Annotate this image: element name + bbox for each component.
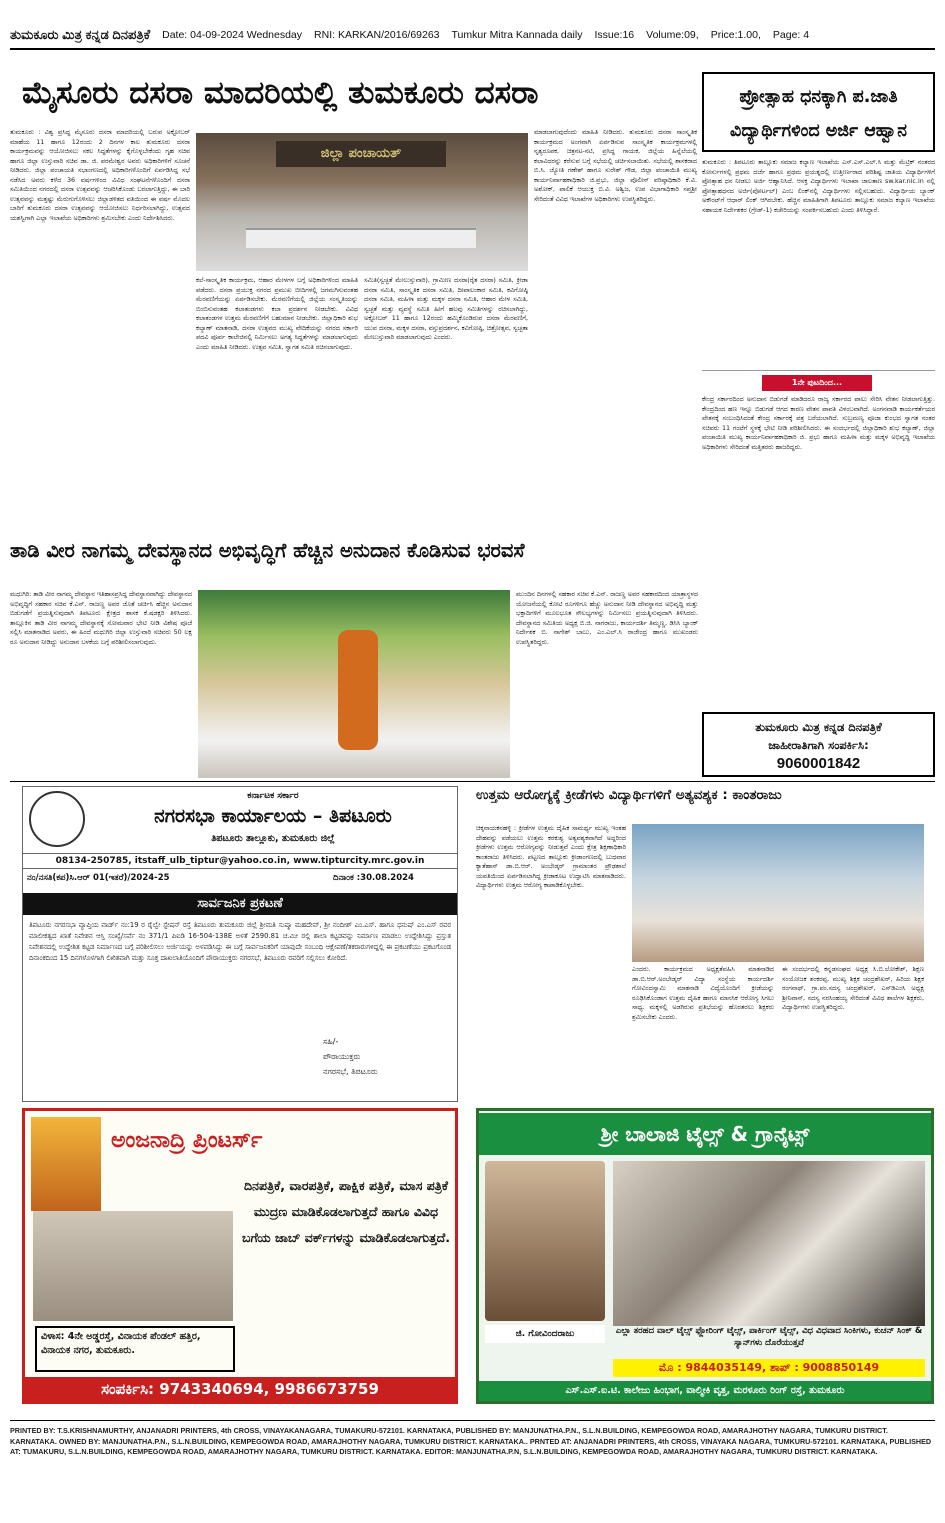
masthead-paper: Tumkur Mitra Kannada daily	[451, 29, 583, 41]
masthead-issue: Issue:16	[594, 29, 635, 41]
story4-headline: ತಾಡಿ ವೀರ ನಾಗಮ್ಮ ದೇವಸ್ಥಾನದ ಅಭಿವೃದ್ಧಿಗೆ ಹೆಚ್ಚಿನ ಅನುದಾನ ಕೊಡಿಸುವ ಭರವಸೆ	[10, 540, 525, 562]
story5-photo	[632, 824, 924, 962]
masthead	[10, 22, 935, 48]
masthead-page: Page: 4	[772, 29, 810, 41]
masthead-price: Price:1.00,	[710, 29, 761, 41]
story3	[702, 370, 935, 710]
ad2-title: ಶ್ರೀ ಬಾಲಾಜಿ ಟೈಲ್ಸ್ & ಗ್ರಾನೈಟ್ಸ್	[479, 1113, 931, 1155]
notice-body: ತಿಪಟೂರು ನಗರಸಭಾ ವ್ಯಾಪ್ತಿಯ ವಾರ್ಡ್ ನಂ:19 ರ ರೈಲ್ವೇ ಸ್ಟೇಷನ್ ರಸ್ತೆ ತಿಪಟೂರು ತುಮಕೂರು ಜಿಲ್ಲೆ ಶ್ರೀಮತಿ ಸುಷ್ಮಾ ಮಹದೇವ್, ಶ್ರೀ ನಂದೀಶ್ ಎಂ.ಎಸ್. ಹಾಗೂ ಧನುಷ್ ಎಂ.ಎಸ್ ರವರ ಮಾಲೀಕತ್ವದ ಖಾತೆ ನಿವೇಶನ ಆಸ್ತಿ ಸಂಖ್ಯೆ/ಸರ್ವೆ ನಂ 371/1 ಪಿಐಡಿ 16-504-138E ಅಳತೆ 2590.81 ಚ.ಮೀ ರಲ್ಲಿ ಶಾಲಾ ಕಟ್ಟಡವನ್ನು ನಿರ್ಮಾಣ ಮಾಡಲು ಉದ್ದೇಶಿಸಿದ್ದು ಪ್ರಸ್ತುತ ನಿವೇಶನದಲ್ಲಿ ಉದ್ದೇಶಿತ ಕಟ್ಟಡ ನಿರ್ಮಾಣದ ಬಗ್ಗೆ ಪರಿಶೀಲಿಸಲು ಅರ್ಜಿಯನ್ನು ಅಳವಡಿಸಿದ್ದು ಈ ಬಗ್ಗೆ ಸಾರ್ವಜನಿಕರಿಗೆ ಯಾವುದೇ ಸಂಬಂಧಿ ಆಕ್ಷೇಪಣೆ/ತಕರಾರುಗಳಿದ್ದಲ್ಲಿ ಈ ಪ್ರಕಟಣೆಯು ಪ್ರಕಟಗೊಂಡ ದಿನಾಂಕದಿಂದ 15 ದಿನಗಳೊಳಗಾಗಿ ಲಿಖಿತವಾಗಿ ಮತ್ತು ಸೂಕ್ತ ದಾಖಲಾತಿಯೊಂದಿಗೆ ಪೌರಾಯುಕ್ತರು ನಗರಸಭೆ, ತಿಪಟೂರು ರವರಿಗೆ ಸಲ್ಲಿಸಲು ಕೋರಿದೆ.	[29, 921, 451, 962]
notice-sign1: ಸಹಿ/-	[323, 1037, 339, 1046]
notice-office: ನಗರಸಭಾ ಕಾರ್ಯಾಲಯ – ತಿಪಟೂರು	[154, 805, 392, 827]
contact-line1: ತುಮಕೂರು ಮಿತ್ರ ಕನ್ನಡ ದಿನಪತ್ರಿಕೆ	[755, 720, 882, 734]
ad2-phone: ಮೊ : 9844035149, ಶಾಪ್ : 9008850149	[613, 1359, 925, 1377]
story1-col1: ತುಮಕೂರು : ವಿಶ್ವ ಪ್ರಸಿದ್ಧ ಮೈಸೂರು ದಸರಾ ಮಾದರಿಯಲ್ಲಿ ಬರುವ ಅಕ್ಟೋಬರ್ ಮಾಹೆಯ 11 ಹಾಗೂ 12ರಂದು 2 ದಿನಗಳ ಕಾಲ ತುಮಕೂರು ದಸರಾ ಕಾರ್ಯಕ್ರಮವನ್ನು ಆಯೋಜಿಸಲು ಸಕಲ ಸಿದ್ಧತೆಗಳನ್ನು ಕೈಗೊಳ್ಳಬೇಕೆಂದು ಗೃಹ ಸಚಿವ ಹಾಗೂ ಜಿಲ್ಲಾ ಉಸ್ತುವಾರಿ ಸಚಿವ ಡಾ. ಜಿ. ಪರಮೇಶ್ವರ ಅವರು ಅಧಿಕಾರಿಗಳಿಗೆ ಸೂಚನೆ ನೀಡಿದರು. ಜಿಲ್ಲಾ ಪಂಚಾಯತಿ ಸಭಾಂಗಣದಲ್ಲಿ ಅಧಿಕಾರಿಗಳೊಂದಿಗೆ ಏರ್ಪಡಿಸಿದ್ದ ಸಭೆ ನಡೆಸಿದ ಅವರು ಕಳೆದ 36 ವರ್ಷಗಳಿಂದ ವಿವಿಧ ಸಂಘಟನೆಗಳೊಂದಿಗೆ ದಸರಾ ಸಮಿತಿಯಿಂದ ನಗರದಲ್ಲಿ ದಸರಾ ಉತ್ಸವವನ್ನು ಆಚರಿಸಿಕೊಂಡು ಬರಲಾಗುತ್ತಿದ್ದು, ಈ ಬಾರಿ ಉತ್ಸವವನ್ನು ಮತ್ತಷ್ಟು ಮೆರುಗುಗೊಳಿಸಲು ಜಿಲ್ಲಾಡಳಿತದ ವತಿಯಿಂದ ಈ ವರ್ಷ ಮೊದಲ ಬಾರಿಗೆ ತುಮಕೂರು ದಸರಾ ಉತ್ಸವವನ್ನು ಆಯೋಜಿಸಲು ನಿರ್ಧರಿಸಲಾಗಿದ್ದು, ಉತ್ಸವದ ಯಶಸ್ವಿಗಾಗಿ ಎಲ್ಲಾ ಇಲಾಖೆಯ ಅಧಿಕಾರಿಗಳು ಶ್ರಮಿಸಬೇಕು ಎಂದು ನಿರ್ದೇಶಿಸಿದರು.	[10, 128, 190, 222]
story1-headline: ಮೈಸೂರು ದಸರಾ ಮಾದರಿಯಲ್ಲಿ ತುಮಕೂರು ದಸರಾ	[22, 76, 539, 111]
ad1-service: ದಿನಪತ್ರಿಕೆ, ವಾರಪತ್ರಿಕೆ, ಪಾಕ್ಷಿಕ ಪತ್ರಿಕೆ, ಮಾಸ ಪತ್ರಿಕೆ ಮುದ್ರಣ ಮಾಡಿಕೊಡಲಾಗುತ್ತದೆ ಹಾಗೂ ವಿವಿಧ ಬಗೆಯ ಜಾಬ್ ವರ್ಕ್‌ಗಳನ್ನು ಮಾಡಿಕೊಡಲಾಗುತ್ತದೆ.	[241, 1178, 450, 1245]
ad1-shop-image	[33, 1211, 233, 1321]
notice-govt: ಕರ್ನಾಟಕ ಸರ್ಕಾರ	[247, 791, 299, 801]
story3-tag: 1ನೇ ಪುಟದಿಂದ...	[762, 375, 872, 391]
paper-logo: ತುಮಕೂರು ಮಿತ್ರ ಕನ್ನಡ ದಿನಪತ್ರಿಕೆ	[10, 27, 151, 42]
story1-col3: ಸಮಿತಿ(ಸ್ವಚ್ಛತೆ ಮೇಲುಸ್ತುವಾರಿ), ಗ್ರಾಮೀಣ ದಸರಾ(ರೈತ ದಸರಾ) ಸಮಿತಿ, ಕ್ರೀಡಾ ದಸರಾ ಸಮಿತಿ, ಸಾಂಸ್ಕೃತಿಕ ದಸರಾ ಸಮಿತಿ, ದೀಪಾಲಂಕಾರ ಸಮಿತಿ, ಕವಿಗೋಷ್ಠಿ ದಸರಾ ಸಮಿತಿ, ಮಹಿಳಾ ಮತ್ತು ಮಕ್ಕಳ ದಸರಾ ಸಮಿತಿ, ಆಹಾರ ಮೇಳ ಸಮಿತಿ, ಸ್ವಚ್ಛತೆ ಮತ್ತು ವ್ಯವಸ್ಥೆ ಸಮಿತಿ ಹೀಗೆ ಹಲವು ಸಮಿತಿಗಳನ್ನು ರಚಿಸಲಾಗಿದ್ದು, ಅಕ್ಟೋಬರ್ 11 ಹಾಗೂ 12ರಂದು ಹಮ್ಮಿಕೊಂಡಿರುವ ದಸರಾ ಮೆರವಣಿಗೆ, ಯುವ ದಸರಾ, ಮಕ್ಕಳ ದಸರಾ, ವಸ್ತುಪ್ರದರ್ಶನ, ಕವಿಗೋಷ್ಠಿ, ಚಿತ್ರೋತ್ಸವ, ಸ್ವಚ್ಛತಾ ಮೇಲುಸ್ತುವಾರಿ ಮಾಡಲಾಗುವುದು ಎಂದರು.	[364, 276, 528, 341]
notice-contact: 08134-250785, itstaff_ulb_tiptur@yahoo.co.in, www.tipturcity.mrc.gov.in	[23, 853, 457, 869]
owner-photo	[485, 1161, 605, 1321]
story5-headline: ಉತ್ತಮ ಆರೋಗ್ಯಕ್ಕೆ ಕ್ರೀಡೆಗಳು ವಿದ್ಯಾರ್ಥಿಗಳಿಗೆ ಅತ್ಯವಶ್ಯಕ : ಕಾಂತರಾಜು	[476, 788, 782, 803]
story4-col2: ಮುಂದಿನ ದಿನಗಳಲ್ಲಿ ಸಹಕಾರ ಸಚಿವ ಕೆ.ಎನ್. ರಾಜಣ್ಣ ಅವರ ಸಹಕಾರದಿಂದ ಯಾತ್ರಾಸ್ಥಳದ ಯೋಜನೆಯಲ್ಲಿ ಕೋಟಿ ರೂಗಳಿಗೂ ಹೆಚ್ಚು ಅನುದಾನ ನೀಡಿ ದೇವಸ್ಥಾನದ ಅಭಿವೃದ್ಧಿ ಮತ್ತು ಭಕ್ತಾದಿಗಳಿಗೆ ಮೂಲಭೂತ ಸೌಲಭ್ಯಗಳನ್ನು ನಿರ್ಮಿಸಲು ಪ್ರಯತ್ನಿಸುವುದಾಗಿ ತಿಳಿಸಿದರು. ದೇವಸ್ಥಾನದ ಸಮಿತಿಯ ಅಧ್ಯಕ್ಷ ಬಿ.ಜಿ. ನಾಗರಾಜು, ಕಾರ್ಯದರ್ಶಿ ತಿಮ್ಮಣ್ಣ, ಡಿಸಿಸಿ ಬ್ಯಾಂಕ್ ನಿರ್ದೇಶಕ ಬಿ. ನಾಗೇಶ್ ಬಾಬು, ಎಂ.ಎಲ್.ಸಿ ರಾಜೇಂದ್ರ ಹಾಗೂ ಮುಖಂಡರು ಉಪಸ್ಥಿತರಿದ್ದರು.	[516, 590, 698, 646]
story1-photo	[196, 133, 528, 271]
masthead-rule	[10, 48, 935, 50]
hanuman-image	[31, 1117, 101, 1211]
notice-sign2: ಪೌರಾಯುಕ್ತರು	[323, 1052, 361, 1061]
ad1-address: ವಿಳಾಸ: 4ನೇ ಅಡ್ಡರಸ್ತೆ, ವಿನಾಯಕ ಪೆಂಡಲ್ ಹತ್ತಿರ, ವಿನಾಯಕ ನಗರ, ತುಮಕೂರು.	[35, 1326, 235, 1372]
photo-banner: ಜಿಲ್ಲಾ ಪಂಚಾಯತ್	[276, 141, 446, 167]
story2-body: ತುಮಕೂರು : ತಿಪಟೂರು ತಾಲ್ಲೂಕು ಸಮಾಜ ಕಲ್ಯಾಣ ಇಲಾಖೆಯ ಎಸ್.ಎಸ್.ಎಲ್.ಸಿ ಮತ್ತು ಮೆಟ್ರಿಕ್ ನಂತರದ ಕೋರ್ಸುಗಳಲ್ಲಿ ಪ್ರಥಮ ದರ್ಜೆ ಹಾಗೂ ಪ್ರಥಮ ಪ್ರಯತ್ನದಲ್ಲಿ ಉತ್ತೀರ್ಣರಾದ ಪರಿಶಿಷ್ಟ ಜಾತಿಯ ವಿದ್ಯಾರ್ಥಿಗಳಿಗೆ ಪ್ರೋತ್ಸಾಹ ಧನ ನೀಡಲು ಅರ್ಜಿ ಆಹ್ವಾನಿಸಿದೆ. ಆಸಕ್ತ ವಿದ್ಯಾರ್ಥಿಗಳು ಇಲಾಖಾ ಜಾಲತಾಣ sw.kar.nic.in ನಲ್ಲಿ ಪ್ರೋತ್ಸಾಹಧನದ ಅರ್ಜಿ(ಪೋರ್ಟಲ್) ಎಂಬ ಲಿಂಕ್‌ನಲ್ಲಿ ವಿದ್ಯಾರ್ಥಿಗಳು ಸಲ್ಲಿಸಬಹುದು. ವಿದ್ಯಾರ್ಥಿಯ ಬ್ಯಾಂಕ್ ಅಕೌಂಟ್‌ಗೆ ಆಧಾರ್ ಲಿಂಕ್ ಆಗಿರಬೇಕು. ಹೆಚ್ಚಿನ ಮಾಹಿತಿಗಾಗಿ ತಿಪಟೂರು ತಾಲ್ಲೂಕು ಸಮಾಜ ಕಲ್ಯಾಣ ಇಲಾಖೆಯ ಸಹಾಯಕ ನಿರ್ದೇಶಕರ (ಗ್ರೇಡ್-1) ಕಚೇರಿಯನ್ನು ಸಂಪರ್ಕಿಸಬಹುದು ಎಂದು ತಿಳಿಸಿದ್ದಾರೆ.	[702, 158, 935, 214]
contact-box	[702, 712, 935, 777]
tiles-image	[613, 1161, 925, 1326]
section-divider	[10, 781, 935, 782]
masthead-date: Date: 04-09-2024 Wednesday	[162, 29, 303, 41]
story5-col1: ಚಿಕ್ಕನಾಯಕನಹಳ್ಳಿ : ಕ್ರೀಡೆಗಳ ಉತ್ತಮ ದೈಹಿಕ ಸಾಮರ್ಥ್ಯ ಮುಖ್ಯ ಇಂತಹ ದೇಹವನ್ನು ಪಡೆಯಲು ಉತ್ತಮ ಕರಕುಶ್ಯ ಅತ್ಯವಶ್ಯಕವಾಗಿದೆ ಅದ್ದರಿಂದ ಕ್ರೀಡೆಗಳು ಉತ್ತಮ ಆರೋಗ್ಯವನ್ನು ನೀಡುತ್ತವೆ ಎಂದು ಕ್ಷೇತ್ರ ಶಿಕ್ಷಣಾಧಿಕಾರಿ ಕಾಂತರಾಜು ತಿಳಿಸಿದರು. ಪಟ್ಟಣದ ತಾಲ್ಲೂಕು ಕ್ರೀಡಾಂಗಣದಲ್ಲಿ ಬುಧವಾರ ಕ್ಯಾತೆಹಾಸ್ ಡಾ.ಬಿ.ಆರ್. ಅಂಬೇಡ್ಕರ್ ಗ್ರಾಮಾಂತರ ಪ್ರೌಢಶಾಲೆ ಯವತಿಯಿಂದ ಏರ್ಪಡಿಸಲಾಗಿದ್ದ ಕ್ರೀಡಾಕೂಟ ಉದ್ಘಾಟಿಸಿ ಮಾತನಾಡಿದರು. ವಿದ್ಯಾರ್ಥಿಗಳು ಉತ್ತಮ ಆರೋಗ್ಯ ಕಾಪಾಡಿಕೊಳ್ಳಬೇಕು.	[476, 824, 626, 889]
ad1-contact: ಸಂಪರ್ಕಿಸಿ: 9743340694, 9986673759	[25, 1377, 455, 1401]
ad2-address: ಎಸ್.ಎಸ್.ಐ.ಟಿ. ಕಾಲೇಜು ಹಿಂಭಾಗ, ವಾಲ್ಮೀಕಿ ವೃತ್ತ, ಮರಳೂರು ರಿಂಗ್ ರಸ್ತೆ, ತುಮಕೂರು	[479, 1381, 931, 1401]
notice-title: ಸಾರ್ವಜನಿಕ ಪ್ರಕಟಣೆ	[23, 893, 457, 915]
notice-date: ದಿನಾಂಕ :30.08.2024	[333, 873, 414, 883]
story4-col1: ಮಧುಗಿರಿ: ತಾಡಿ ವೀರ ನಾಗಮ್ಮ ದೇವಸ್ಥಾನ ಇತಿಹಾಸಪ್ರಸಿದ್ಧ ದೇವಸ್ಥಾನವಾಗಿದ್ದು ದೇವಸ್ಥಾನದ ಅಭಿವೃದ್ಧಿಗೆ ಸಹಕಾರ ಸಚಿವ ಕೆ.ಎನ್. ರಾಜಣ್ಣ ಅವರ ಜೊತೆ ಚರ್ಚಿಸಿ ಹೆಚ್ಚಿನ ಅನುದಾನ ಬಿಡುಗಡೆಗೆ ಪ್ರಯತ್ನಿಸುವುದಾಗಿ ತಿಪಟೂರು ಕ್ಷೇತ್ರದ ಶಾಸಕ ಕೆ.ಷಡಕ್ಷರಿ ತಿಳಿಸಿದರು. ತಾಲ್ಲೂಕಿನ ತಾಡಿ ವೀರ ನಾಗಮ್ಮ ದೇವಸ್ಥಾನಕ್ಕೆ ಸೋಮವಾರ ಭೇಟಿ ನೀಡಿ ವಿಶೇಷ ಪೂಜೆ ಸಲ್ಲಿಸಿ ಮಾತನಾಡಿದ ಅವರು, ಈ ಹಿಂದೆ ಮಧುಗಿರಿ ಜಿಲ್ಲಾ ಉಸ್ತುವಾರಿ ಸಚಿವರು 50 ಲಕ್ಷ ರೂ ಅನುದಾನ ನೀಡಿದ್ದು ಅನುದಾನ ಬಳಕೆಯ ಬಗ್ಗೆ ಪರಿಶೀಲಿಸಲಾಗುವುದು.	[10, 590, 192, 646]
ad-balaji-tiles	[476, 1108, 934, 1404]
contact-line2: ಜಾಹೀರಾತಿಗಾಗಿ ಸಂಪರ್ಕಿಸಿ:	[768, 738, 869, 752]
notice-ref: ನಂ/ನಸತಿ(ಕಪ)ಸಿ.ಆರ್ 01(ಇತರೆ)/2024-25	[27, 873, 170, 883]
story1-col2: ಕಲೆ-ಸಾಂಸ್ಕೃತಿಕ ಕಾರ್ಯಕ್ರಮ, ಆಹಾರ ಮೇಳಗಳ ಬಗ್ಗೆ ಅಧಿಕಾರಿಗಳಿಂದ ಮಾಹಿತಿ ಪಡೆದರು. ದಸರಾ ಪ್ರಯುಕ್ತ ನಗರದ ಪ್ರಮುಖ ಬೀದಿಗಳಲ್ಲಿ ಜಗಮಗಿಸುವಂತಹ ಮೆರವಣಿಗೆಯನ್ನು ಏರ್ಪಡಿಸಬೇಕು. ಮೆರವಣಿಗೆಯಲ್ಲಿ ಜಿಲ್ಲೆಯ ಸಂಸ್ಕೃತಿಯನ್ನು ಬಿಂಬಿಸುವಂತಹ ಕಲಾತಂಡಗಳು ಕಲಾ ಪ್ರದರ್ಶನ ನೀಡಬೇಕು. ವಿವಿಧ ಕಲಾತಂಡಗಳ ಉತ್ತಮ ಮೆರವಣಿಗೆಗೆ ಬಹುಮಾನ ನೀಡಬೇಕು. ಜಿಲ್ಲಾಧಿಕಾರಿ ಶುಭ ಕಲ್ಯಾಣ್ ಮಾತನಾಡಿ, ದಸರಾ ಉತ್ಸವದ ಮುಖ್ಯ ವೇದಿಕೆಯನ್ನು ನಗರದ ಸರ್ಕಾರಿ ಪದವಿ ಪೂರ್ವ ಕಾಲೇಜಿನಲ್ಲಿ ನಿರ್ಮಿಸಲು ಅಗತ್ಯ ಸಿದ್ಧತೆಗಳನ್ನು ಮಾಡಲಾಗುವುದು ಎಂದು ಮಾಹಿತಿ ನೀಡಿದರು. ಉತ್ಸವ ಸಮಿತಿ, ಸ್ವಾಗತ ಸಮಿತಿ ರಚಿಸಲಾಗುವುದು.	[196, 276, 358, 351]
public-notice	[22, 786, 458, 1102]
ad2-owner: ಜಿ. ಗೋವಿಂದರಾಜು	[485, 1325, 605, 1343]
ad2-products: ಎಲ್ಲಾ ತರಹದ ವಾಲ್ ಟೈಲ್ಸ್ ಫ್ಲೋರಿಂಗ್ ಟೈಲ್ಸ್, ಪಾರ್ಕಿಂಗ್ ಟೈಲ್ಸ್, ವಿಧ ವಿಧವಾದ ಸಿಂಕಿಗಳು, ಕುಚನ್ ಸಿಂಕ್ & ಸ್ಯಾನ್‌ಗಳು ದೊರೆಯುತ್ತವೆ	[615, 1326, 923, 1348]
photo-figure	[338, 630, 378, 750]
ad1-title: ಅಂಜನಾದ್ರಿ ಪ್ರಿಂಟರ್ಸ್	[111, 1129, 263, 1153]
story1-col4: ಮಾಡಲಾಗುವುದೆಂದು ಮಾಹಿತಿ ನೀಡಿದರು. ತುಮಕೂರು ದಸರಾ ಸಾಂಸ್ಕೃತಿಕ ಕಾರ್ಯಕ್ರಮದ ಅಂಗವಾಗಿ ಏರ್ಪಡಿಸುವ ಸಾಂಸ್ಕೃತಿಕ ಕಾರ್ಯಕ್ರಮಗಳಲ್ಲಿ ನೃತ್ಯರೂಪಕ, ಚಿತ್ರನಟ-ನಟಿ, ಪ್ರಸಿದ್ಧ ಗಾಯಕ, ಜಿಲ್ಲೆಯ ಹಿನ್ನೆಲೆಯಲ್ಲಿ ಕಲಾವಿದರನ್ನು ಕರೆಸುವ ಬಗ್ಗೆ ಸಭೆಯಲ್ಲಿ ಚರ್ಚಿಸಲಾಯಿತು. ಸಭೆಯಲ್ಲಿ ಶಾಸಕರಾದ ಬಿ.ಸಿ. ಜ್ಯೋತಿ ಗಣೇಶ್ ಹಾಗೂ ಸುರೇಶ್ ಗೌಡ, ಜಿಲ್ಲಾ ಪಂಚಾಯಿತಿ ಮುಖ್ಯ ಕಾರ್ಯನಿರ್ವಾಹಕಾಧಿಕಾರಿ ಜಿ.ಪ್ರಭು, ಜಿಲ್ಲಾ ಪೊಲೀಸ್ ವರಿಷ್ಠಾಧಿಕಾರಿ ಕೆ.ವಿ. ಅಶೋಕ್, ಪಾಲಿಕೆ ಆಯುಕ್ತ ಬಿ.ವಿ. ಅಶ್ವಿಜ, ಉಪ ವಿಭಾಗಾಧಿಕಾರಿ ಸಪ್ತಶ್ರೀ ಸೇರಿದಂತೆ ವಿವಿಧ ಇಲಾಖೆಗಳ ಅಧಿಕಾರಿಗಳು ಉಪಸ್ಥಿತರಿದ್ದರು.	[534, 128, 697, 203]
story5-col3: ಈ ಸಂದರ್ಭದಲ್ಲಿ ಕನ್ನಡಸಂಘದ ಅಧ್ಯಕ್ಷ ಸಿ.ಬಿ.ಲೋಕೇಶ್, ಶಿಕ್ಷಣ ಸಂಯೋಜಕ ಶಂಕರಪ್ಪ, ಮುಖ್ಯ ಶಿಕ್ಷಕ ಚಂದ್ರಶೇಖರ್, ಹಿರಿಯ ಶಿಕ್ಷಕ ರಂಗನಾಥ್, ಗ್ರಾ.ಪಂ.ಸದಸ್ಯ ಚಂದ್ರಶೇಖರ್, ಎಸ್‌ಡಿಎಂಸಿ ಅಧ್ಯಕ್ಷ ಶ್ರೀನಿವಾಸ್, ಸದಸ್ಯ ನರಸಿಂಹಯ್ಯ ಸೇರಿದಂತೆ ವಿವಿಧ ಶಾಲೆಗಳ ಶಿಕ್ಷಕರು, ವಿದ್ಯಾರ್ಥಿಗಳು ಉಪಸ್ಥಿತರಿದ್ದರು.	[782, 965, 924, 1011]
notice-taluk: ತಿಪಟೂರು ತಾಲ್ಲೂಕು, ತುಮಕೂರು ಜಿಲ್ಲೆ	[211, 833, 335, 844]
masthead-volume: Volume:09,	[646, 29, 699, 41]
govt-seal-icon	[29, 791, 85, 847]
masthead-rni: RNI: KARKAN/2016/69263	[314, 29, 440, 41]
footer-rule	[10, 1420, 935, 1421]
story2-headline: ಪ್ರೋತ್ಸಾಹ ಧನಕ್ಕಾಗಿ ಪ.ಜಾತಿ ವಿದ್ಯಾರ್ಥಿಗಳಿಂದ ಅರ್ಜಿ ಆಹ್ವಾನ	[702, 72, 935, 152]
ad-anjanadri	[22, 1108, 458, 1404]
story5-col2: ಎಂದರು. ಕಾರ್ಯಕ್ರಮದ ಅಧ್ಯಕ್ಷತೆವಹಿಸಿ ಮಾತನಾಡಿದ ಡಾ.ಬಿ.ಆರ್.ಅಂಬೇಡ್ಕರ್ ವಿದ್ಯಾ ಸಂಸ್ಥೆಯ ಕಾರ್ಯದರ್ಶಿ ಗೋವಿಂದಸ್ವಾಮಿ ಮಾತನಾಡಿ ವಿದ್ಯೆಯೊಂದಿಗೆ ಕ್ರೀಡೆಯನ್ನು ರೂಢಿಸಿಕೊಂಡಾಗ ಉತ್ತಮ ದೈಹಿಕ ಹಾಗೂ ಮಾನಸಿಕ ಆರೋಗ್ಯ ಸಿಗಲು ಸಾಧ್ಯ. ಮಕ್ಕಳಲ್ಲಿ ಅಡಗಿರುವ ಪ್ರತಿಭೆಯನ್ನು ಹೊರತರಲು ಶಿಕ್ಷಕರು ಶ್ರಮಿಸಬೇಕು ಎಂದರು.	[632, 965, 774, 1021]
contact-phone: 9060001842	[776, 755, 861, 772]
story3-body: ಕೇಂದ್ರ ಸರ್ಕಾರದಿಂದ ಅನುದಾನ ಬಿಡುಗಡೆ ಮಾಡಿದರೂ ರಾಜ್ಯ ಸರ್ಕಾರದ ಪಾಲು ಸೇರಿಸಿ ವೇತನ ನೀಡಲಾಗುತ್ತಿತ್ತು. ಕೇಂದ್ರದಿಂದ ಹಣ ಇನ್ನೂ ಬಿಡುಗಡೆ ಆಗದ ಕಾರಣ ವೇತನ ಪಾವತಿ ವಿಳಂಬವಾಗಿದೆ. ಅಂಗನವಾಡಿ ಕಾರ್ಯಕರ್ತೆಯರ ವೇತನಕ್ಕೆ ಸಂಬಂಧಿಸಿದಂತೆ ಕೇಂದ್ರ ಸರ್ಕಾರಕ್ಕೆ ಪತ್ರ ಬರೆಯಲಾಗಿದೆ. ಸುಬ್ರಮಣ್ಯ ಪೂಜಾ ಕುಂಭದ ಸ್ವಾಗತ ನಂತರ ಸಚಿವರು 11 ಗಂಟೆಗೆ ಸ್ಥಳಕ್ಕೆ ಭೇಟಿ ನೀಡಿ ಪರಿಶೀಲಿಸಿದರು. ಈ ಸಂದರ್ಭದಲ್ಲಿ ಜಿಲ್ಲಾಧಿಕಾರಿ ಶುಭ ಕಲ್ಯಾಣ್, ಜಿಲ್ಲಾ ಪಂಚಾಯಿತಿ ಮುಖ್ಯ ಕಾರ್ಯನಿರ್ವಾಹಕಾಧಿಕಾರಿ ಜಿ. ಪ್ರಭು ಹಾಗೂ ಮಹಿಳಾ ಮತ್ತು ಮಕ್ಕಳ ಅಭಿವೃದ್ಧಿ ಇಲಾಖೆಯ ಅಧಿಕಾರಿಗಳು ಸೇರಿದಂತೆ ಮತ್ತಿತರರು ಹಾಜರಿದ್ದರು.	[702, 395, 935, 451]
photo-table	[246, 228, 476, 248]
story4-photo	[198, 590, 510, 778]
footer-imprint: PRINTED BY: T.S.KRISHNAMURTHY, ANJANADRI PRINTERS, 4th CROSS, VINAYAKANAGARA, TUMAKURU-572101. KARNATAKA, PUBLISHED BY: MANJUNATHA.P.N., S.L.N.BUILDING, KEMPEGOWDA ROAD, AMARAJHOTHY NAGARA, TUMKURU DISTRICT. KARNATAKA. OWNED BY: MANJUNATHA.P.N., S.L.N.BUILDING, KEMPEGOWDA ROAD, AMARAJHOTHY NAGARA, TUMKURU DISTRICT. KARNATAKA.. PRNTED AT: ANJANADRI PRINTERS, 4th CROSS, VINAYAKA NAGARA, TUMKURU-572101. KARNATAKA, PUBLISHED AT: TUMAKURU, S.L.N.BUILDING, KEMPEGOWDA ROAD, AMARAJHOTHY NAGARA, TUMKURU DISTRICT. KARNATAKA. EDITOR: MANJUNATHA.P.N, S.L.N.BUILDING, KEMPEGOWDA ROAD, AMARAJHOTHY NAGARA, TUMKURU DISTRICT. KARNATAKA.	[10, 1426, 932, 1456]
notice-sign3: ನಗರಸಭೆ, ತಿಪಟೂರು	[323, 1067, 378, 1076]
